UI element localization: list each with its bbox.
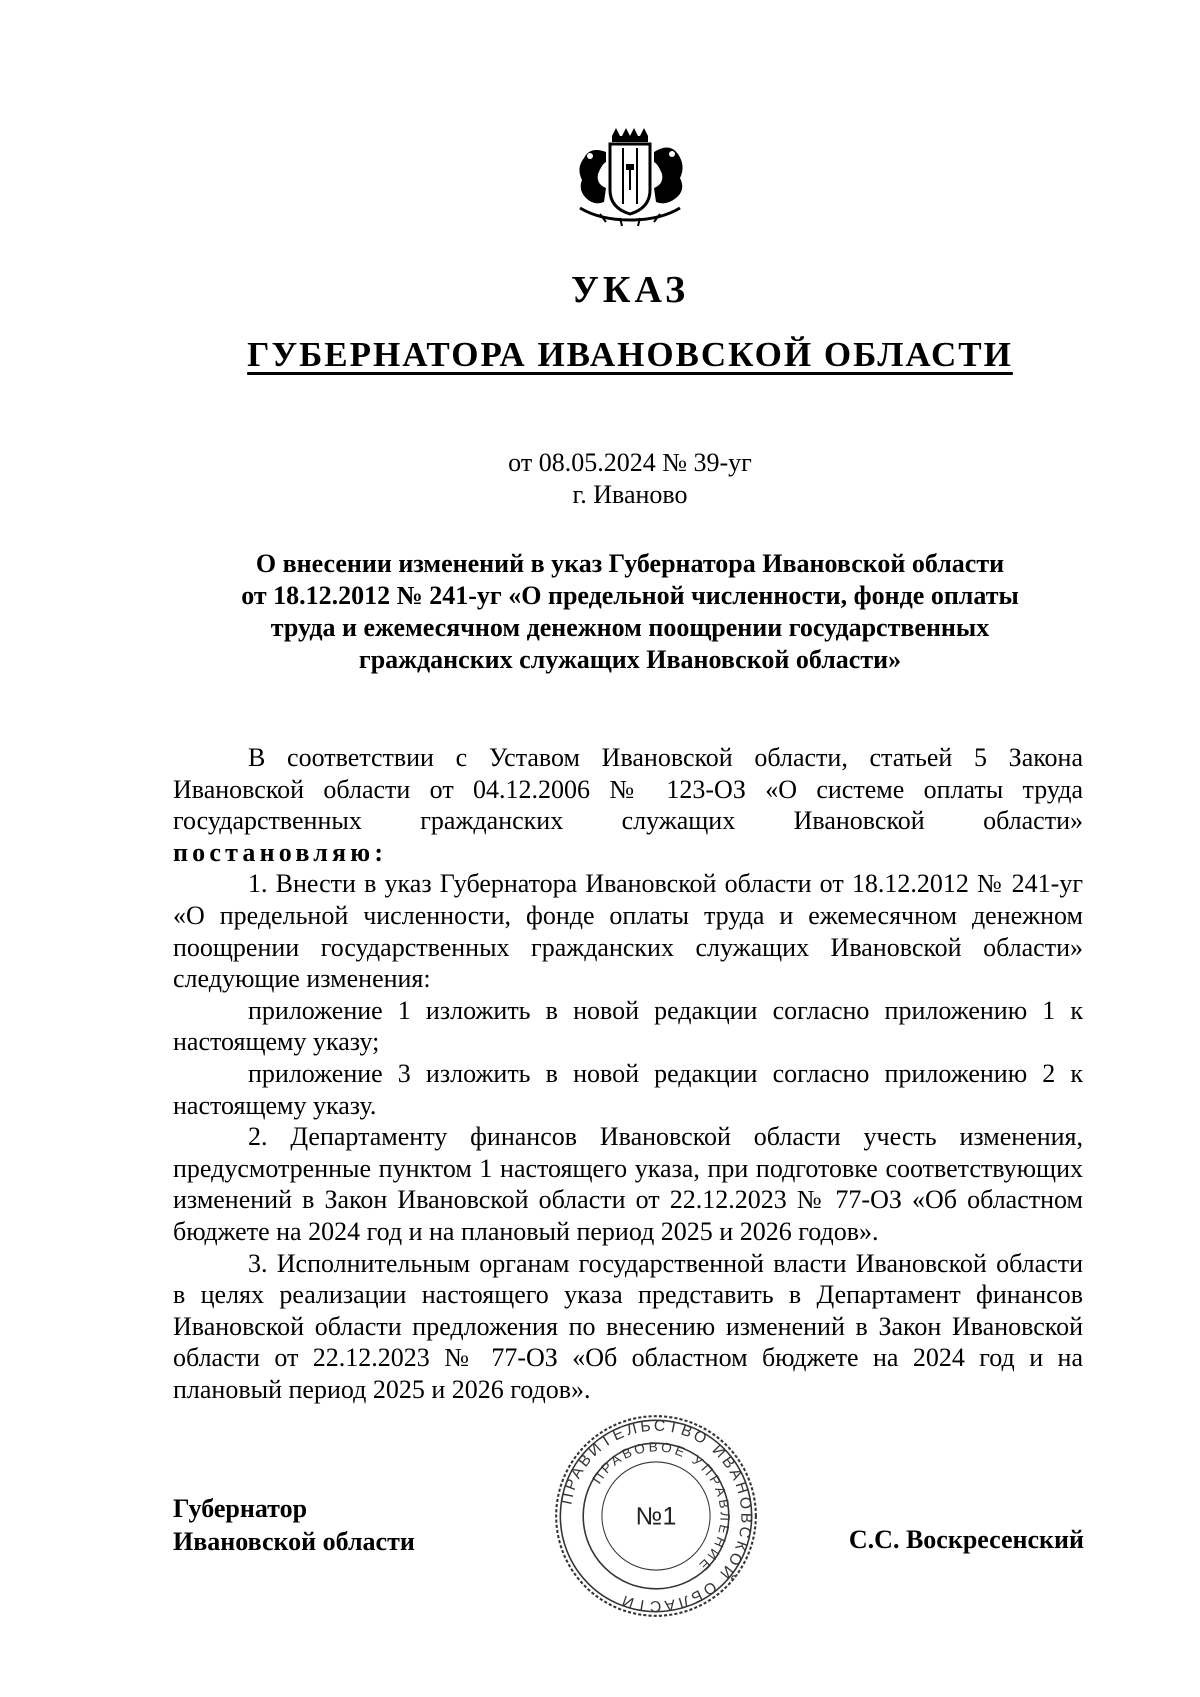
preamble-paragraph: В соответствии с Уставом Ивановской области, статьей 5 Закона Ивановской области от 04.12.2006 № 123-ОЗ «О системе оплаты труда государственных гражданских служащих Ивановской области» [173,743,1083,836]
heading-line: труда и ежемесячном денежном поощрении государственных [270,613,990,642]
heading-line: гражданских служащих Ивановской области» [358,645,902,674]
decree-keyword: постановляю: [173,837,388,867]
coat-of-arms-icon [560,128,700,228]
document-type-title: УКАЗ [571,269,689,311]
item-1a-paragraph: приложение 1 изложить в новой редакции согласно приложению 1 к настоящему указу; [173,995,1083,1057]
signatory-name: С.С. Воскресенский [848,1525,1084,1554]
seal-outer-text: ПРАВИТЕЛЬСТВО ИВАНОВСКОЙ ОБЛАСТИ [558,1417,755,1615]
item-1b-paragraph: приложение 3 изложить в новой редакции согласно приложению 2 к настоящему указу. [173,1058,1083,1120]
decree-date-number: от 08.05.2024 № 39-уг [508,448,752,477]
heading-line: О внесении изменений в указ Губернатора Ивановской области [255,549,1005,578]
heading-line: от 18.12.2012 № 241-уг «О предельной численности, фонде оплаты [241,581,1019,610]
seal-inner-text: ПРАВОВОЕ УПРАВЛЕНИЕ [589,1439,733,1576]
signatory-position-line2: Ивановской области [173,1527,415,1556]
decree-body [173,742,1083,1405]
official-seal-stamp [552,1412,760,1620]
signatory-position [173,1492,415,1558]
decree-city: г. Иваново [572,480,688,509]
seal-number: №1 [635,1502,677,1531]
signatory-position-line1: Губернатор [173,1494,308,1523]
item-3-paragraph: 3. Исполнительным органам государственной власти Ивановской области в целях реализации настоящего указа представить в Департамент финансов Ивановской области предложения по внесению изменений в Закон Ивановской области от 22.12.2023 № 77-ОЗ «Об областном бюджете на 2024 год и на плановый период 2025 и 2026 годов». [173,1248,1083,1404]
decree-heading [170,548,1090,676]
item-1-paragraph: 1. Внести в указ Губернатора Ивановской области от 18.12.2012 № 241-уг «О предельной численности, фонде оплаты труда и ежемесячном денежном поощрении государственных гражданских служащих Ивановской области» следующие изменения: [173,869,1083,994]
issuing-authority-title: ГУБЕРНАТОРА ИВАНОВСКОЙ ОБЛАСТИ [247,335,1013,374]
item-2-paragraph: 2. Департаменту финансов Ивановской области учесть изменения, предусмотренные пунктом 1 настоящего указа, при подготовке соответствующих изменений в Закон Ивановской области от 22.12.2023 № 77-ОЗ «Об областном бюджете на 2024 год и на плановый период 2025 и 2026 годов». [173,1122,1083,1246]
